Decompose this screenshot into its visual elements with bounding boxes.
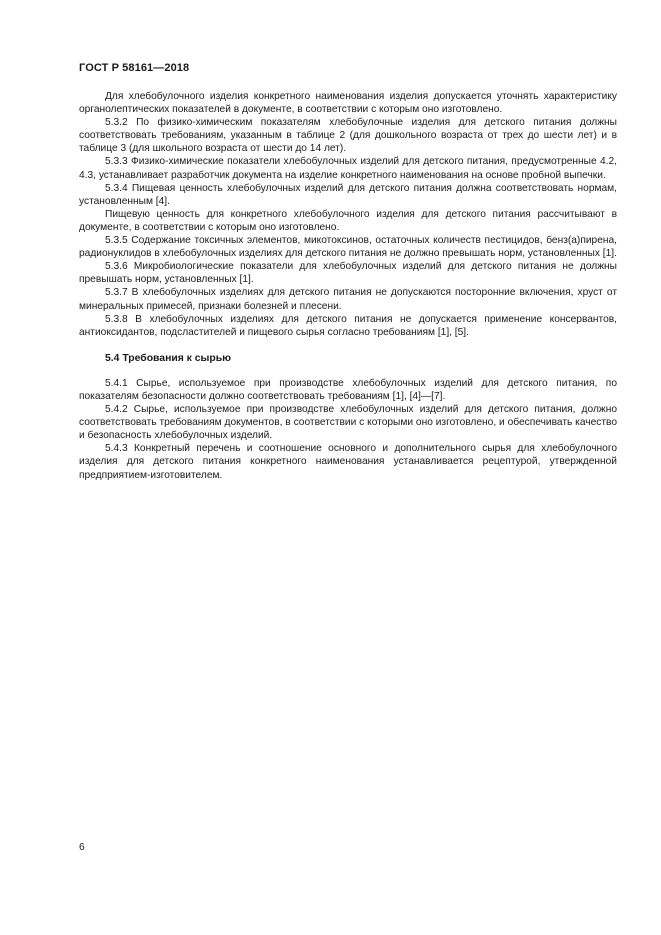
paragraph-5-3-3: 5.3.3 Физико-химические показатели хлебобулочных изделий для детского питания, предусмотренные 4.2, 4.3, устанавливает разработчик документа на изделие конкретного наименования на основе пробной выпечки. bbox=[79, 156, 617, 181]
paragraph-5-3-7: 5.3.7 В хлебобулочных изделиях для детского питания не допускаются посторонние включения, хруст от минеральных примесей, признаки болезней и плесени. bbox=[79, 287, 617, 312]
document-body bbox=[79, 90, 617, 482]
section-title-5-4: 5.4 Требования к сырью bbox=[105, 352, 232, 364]
paragraph-5-3-2: 5.3.2 По физико-химическим показателям хлебобулочные изделия для детского питания должны соответствовать требованиям, указанным в таблице 2 (для дошкольного возраста от трех до шести лет) и в таблице 3 (для школьного возраста от шести до 14 лет). bbox=[79, 117, 617, 155]
paragraph-5-3-6: 5.3.6 Микробиологические показатели для хлебобулочных изделий для детского питания не должны превышать норм, установленных [1]. bbox=[79, 261, 617, 286]
paragraph-5-3-4: 5.3.4 Пищевая ценность хлебобулочных изделий для детского питания должна соответствовать нормам, установленным [4]. bbox=[79, 182, 617, 207]
paragraph-5-3-5: 5.3.5 Содержание токсичных элементов, микотоксинов, остаточных количеств пестицидов, бенз(а)пирена, радионуклидов в хлебобулочных изделиях для детского питания не должно превышать норм, установленных [1]. bbox=[79, 235, 617, 260]
paragraph-5-4-2: 5.4.2 Сырье, используемое при производстве хлебобулочных изделий для детского питания, должно соответствовать требованиям документов, в соответствии с которыми оно изготовлено, и обеспечивать качество и безопасность хлебобулочных изделий. bbox=[79, 404, 617, 442]
paragraph-5-3-8: 5.3.8 В хлебобулочных изделиях для детского питания не допускается применение консервантов, антиоксидантов, подсластителей и пищевого сырья согласно требованиям [1], [5]. bbox=[79, 313, 617, 338]
paragraph-5-4-1: 5.4.1 Сырье, используемое при производстве хлебобулочных изделий для детского питания, по показателям безопасности должно соответствовать требованиям [1], [4]—[7]. bbox=[79, 377, 617, 402]
paragraph-organoleptic-clarification: Для хлебобулочного изделия конкретного наименования изделия допускается уточнять характеристику органолептических показателей в документе, в соответствии с которым оно изготовлено. bbox=[79, 91, 617, 116]
paragraph-5-4-3: 5.4.3 Конкретный перечень и соотношение основного и дополнительного сырья для хлебобулочного изделия для детского питания конкретного наименования устанавливается рецептурой, утвержденной предприятием-изготовителем. bbox=[79, 443, 617, 481]
paragraph-nutritional-value: Пищевую ценность для конкретного хлебобулочного изделия для детского питания рассчитывают в документе, в соответствии с которым оно изготовлено. bbox=[79, 208, 617, 233]
page-number: 6 bbox=[79, 842, 85, 853]
document-code-header: ГОСТ Р 58161—2018 bbox=[79, 62, 190, 74]
